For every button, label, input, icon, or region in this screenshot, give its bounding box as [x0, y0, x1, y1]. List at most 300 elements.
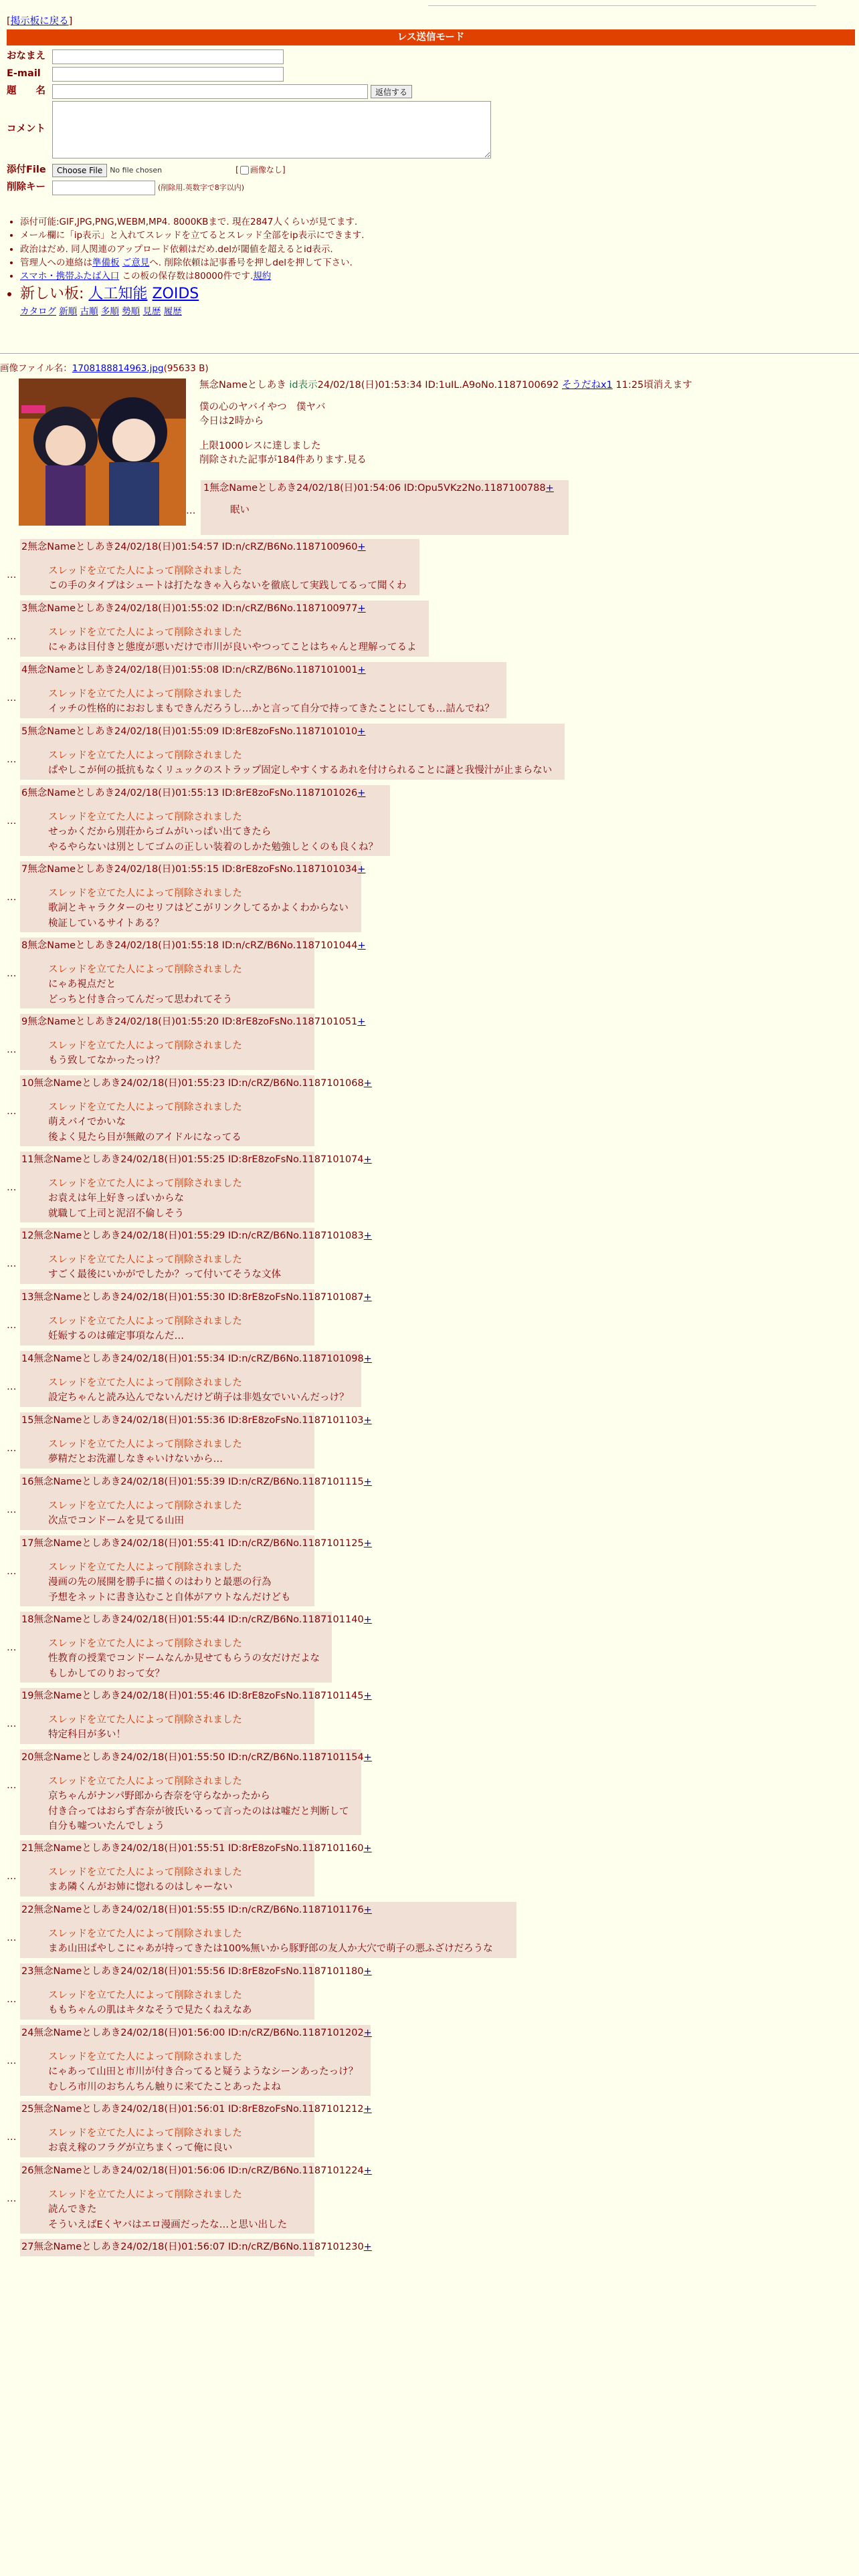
reply-header	[21, 725, 562, 739]
reply-meta: 無念Nameとしあき24/02/18(日)01:55:08 ID:n/cRZ/B6No.1187101001	[27, 665, 358, 675]
reply-line: そういえばEくヤバはエロ漫画だったな…と思い出した	[48, 2219, 288, 2230]
reply-meta: 無念Nameとしあき24/02/18(日)01:55:29 ID:n/cRZ/B6No.1187101083	[33, 1230, 364, 1241]
reply-body	[48, 564, 417, 594]
reply-line: 後よく見たら目が無敵のアイドルになってる	[48, 1132, 242, 1143]
reply-dots: …	[7, 2132, 17, 2143]
reply-number: 14	[21, 1354, 34, 1364]
reply-post	[7, 2163, 372, 2234]
comment-label: コメント	[7, 124, 45, 135]
reply-form	[7, 48, 491, 197]
reply-dots: …	[7, 1780, 17, 1791]
reply-header	[21, 1015, 366, 1029]
reply-plus-link[interactable]: +	[363, 1078, 372, 1089]
reply-body	[48, 810, 387, 855]
reply-line: 妊娠するのは確定事項なんだ…	[48, 1331, 184, 1342]
reply-line: 夢精だとお洗濯しなきゃいけないから…	[48, 1454, 223, 1465]
reply-line: ももちゃんの肌はキタなそうで見たくねえなあ	[48, 2005, 252, 2016]
reply-plus-link[interactable]: +	[545, 483, 554, 494]
reply-header	[21, 1842, 372, 1856]
reply-post	[7, 724, 565, 780]
reply-header	[21, 1414, 372, 1428]
reply-dots: …	[7, 1045, 17, 1055]
no-image-wrap: [ 画像なし]	[235, 165, 286, 175]
reply-number: 13	[21, 1292, 34, 1303]
anime-thumbnail-image	[19, 379, 186, 526]
reply-number: 8	[21, 940, 28, 951]
reply-post	[7, 1075, 372, 1146]
reply-body	[48, 1713, 312, 1743]
reply-number: 4	[21, 665, 28, 675]
no-file-text: No file chosen	[110, 166, 163, 175]
catalog-link[interactable]: カタログ	[20, 306, 56, 318]
op-name: 無念Nameとしあき	[199, 380, 286, 391]
reply-post	[7, 1840, 372, 1897]
reply-post	[7, 1749, 372, 1835]
reply-body	[48, 1314, 312, 1344]
reply-header	[21, 2026, 372, 2040]
reply-plus-link[interactable]: +	[357, 864, 366, 875]
reply-number: 16	[21, 1477, 34, 1487]
deleted-notice: スレッドを立てた人によって削除されました	[48, 1638, 242, 1650]
reply-post	[7, 938, 366, 1008]
reply-plus-link[interactable]: +	[363, 2165, 372, 2176]
reply-header	[21, 663, 504, 677]
reply-line: せっかくだから別荘からゴムがいっぱい出てきたら	[48, 827, 272, 838]
reply-post	[7, 785, 390, 856]
notice-item: • 添付可能:GIF,JPG,PNG,WEBM,MP4. 8000KBまで. 現在2847人くらいが見てます.	[20, 215, 364, 229]
choose-file-button[interactable]: Choose File	[52, 164, 107, 177]
reply-body	[48, 1988, 312, 2018]
reply-meta: 無念Nameとしあき24/02/18(日)01:55:30 ID:8rE8zoFsNo.1187101087	[33, 1292, 364, 1303]
reply-meta: 無念Nameとしあき24/02/18(日)01:55:51 ID:8rE8zoFsNo.1187101160	[33, 1843, 364, 1854]
new-board-zoids-link[interactable]: ZOIDS	[152, 286, 199, 303]
new-board-ai-link[interactable]: 人工知能	[88, 286, 148, 303]
reply-body	[48, 1774, 359, 1834]
reply-body	[48, 962, 312, 1007]
reply-line: にゃあって山田と市川が付き合ってると疑うようなシーンあったっけ？	[48, 2066, 359, 2078]
reply-body	[48, 748, 562, 778]
deleted-notice: スレッドを立てた人によって削除されました	[48, 1178, 242, 1190]
deleted-notice: スレッドを立てた人によって削除されました	[48, 1929, 242, 1940]
reply-dots: …	[7, 1933, 17, 1943]
reply-line: むしろ市川のおちんちん触りに来てたことあったよね	[48, 2081, 281, 2092]
reply-meta: 無念Nameとしあき24/02/18(日)01:56:07 ID:n/cRZ/B6No.1187101230	[33, 2242, 364, 2252]
reply-header	[21, 1077, 372, 1091]
reply-line: 京ちゃんがナンパ野郎から杏奈を守らなかったから	[48, 1791, 270, 1802]
notice-list	[20, 215, 364, 319]
reply-post	[7, 2101, 372, 2157]
reply-post	[7, 1963, 372, 2020]
reply-number: 9	[21, 1016, 28, 1027]
deleted-notice: スレッドを立てた人によって削除されました	[48, 1439, 242, 1451]
reply-meta: 無念Nameとしあき24/02/18(日)01:55:09 ID:8rE8zoFsNo.1187101010	[27, 726, 358, 737]
no-image-checkbox[interactable]	[240, 166, 249, 175]
deleted-notice: スレッドを立てた人によって削除されました	[48, 1776, 242, 1788]
reply-number: 23	[21, 1966, 34, 1977]
reply-plus-link[interactable]: +	[363, 1415, 372, 1426]
reply-header	[21, 2164, 372, 2178]
reply-meta: 無念Nameとしあき24/02/18(日)01:55:25 ID:8rE8zoFsNo.1187101074	[33, 1154, 364, 1165]
reply-line: お袁えは年上好きっぽいからな	[48, 1193, 184, 1204]
catalog-links	[20, 305, 364, 318]
deleted-notice: スレッドを立てた人によって削除されました	[48, 2128, 242, 2139]
reply-post	[7, 539, 419, 595]
reply-header	[21, 540, 417, 554]
reply-plus-link[interactable]: +	[357, 1016, 366, 1027]
name-input[interactable]	[52, 49, 284, 64]
reply-plus-link[interactable]: +	[363, 1843, 372, 1854]
reply-number: 20	[21, 1752, 34, 1763]
reply-dots: …	[7, 2193, 17, 2204]
reply-number: 11	[21, 1154, 34, 1165]
reply-line: 付き合ってはおらず杏奈が彼氏いるって言ったのはは嘘だと判断して	[48, 1806, 349, 1817]
op-body: 僕の心のヤバイやつ 僕ヤバ 今日は2時から 上限1000レスに達しました 削除された記事が184件あります.見る	[199, 402, 367, 466]
reply-number: 21	[21, 1843, 34, 1854]
reply-dots: …	[7, 631, 17, 642]
reply-plus-link[interactable]: +	[357, 665, 366, 675]
reply-line: やるやらないは別としてゴムの正しい装着のしかた勉強しとくのも良くね？	[48, 841, 378, 853]
reply-line: イッチの性格的におおしまもできんだろうし…かと言って自分で持ってきたことにしても…詰んでね？	[48, 704, 494, 715]
notice-item: • スマホ・携帯ふたば入口 この板の保存数は80000件です.規約	[20, 270, 364, 283]
no-image-label: 画像なし	[250, 165, 282, 175]
reply-line: もう致してなかったっけ？	[48, 1055, 165, 1067]
reply-dots: …	[7, 754, 17, 765]
file-label: 添付File	[7, 165, 46, 176]
reply-post	[7, 1612, 372, 1683]
op-id-label: id表示	[289, 380, 318, 391]
notice-item: • メール欄に「ip表示」と入れてスレッドを立てるとスレッド全部をip表示にできます.	[20, 229, 364, 242]
oldest-link[interactable]: 古順	[80, 306, 98, 318]
reply-header	[21, 1291, 372, 1305]
reply-body	[48, 1100, 312, 1145]
reply-header	[21, 2103, 372, 2117]
reply-number: 2	[21, 542, 28, 552]
reply-post-1	[186, 480, 569, 535]
deleted-notice: スレッドを立てた人によって削除されました	[48, 1378, 242, 1389]
reply-meta: 無念Nameとしあき24/02/18(日)01:56:00 ID:n/cRZ/B6No.1187101202	[33, 2028, 364, 2038]
reply-body	[48, 1437, 312, 1467]
notice-item: • 政治はだめ. 同人関連のアップロード依頼はだめ.delが閾値を超えるとid表示.	[20, 243, 364, 256]
deleted-notice: スレッドを立てた人によって削除されました	[48, 1867, 242, 1879]
reply-mode-banner: レス送信モード	[7, 29, 855, 45]
reply-line: 性教育の授業でコンドームなんか見せてもらうの女だけだよな	[48, 1653, 320, 1665]
reply-number: 5	[21, 726, 28, 737]
reply-post	[7, 1014, 366, 1070]
deleted-notice: スレッドを立てた人によって削除されました	[48, 2052, 242, 2063]
reply-meta: 無念Nameとしあき24/02/18(日)01:55:39 ID:n/cRZ/B6No.1187101115	[33, 1477, 364, 1487]
reply-meta: 無念Nameとしあき24/02/18(日)01:54:57 ID:n/cRZ/B6No.1187100960	[27, 542, 358, 552]
reply-body	[48, 1499, 312, 1529]
deleted-notice: スレッドを立てた人によって削除されました	[48, 964, 242, 976]
reply-plus-link[interactable]: +	[363, 1477, 372, 1487]
reply-line: 次点でコンドームを見てる山田	[48, 1515, 184, 1527]
reply-plus-link[interactable]: +	[363, 1538, 372, 1549]
reply-header	[21, 786, 387, 800]
reply-dots: …	[7, 1505, 17, 1515]
reply-header	[21, 1475, 372, 1489]
name-label: おなまえ	[7, 51, 45, 62]
reply-dots: …	[186, 506, 196, 516]
reply-dots: …	[7, 1182, 17, 1193]
reply-body	[48, 2187, 312, 2232]
reply-body	[48, 2050, 368, 2095]
reply-number: 6	[21, 788, 28, 798]
reply-post	[7, 662, 506, 718]
reply-post	[7, 1535, 372, 1606]
reply-dots: …	[7, 1320, 17, 1331]
reply-dots: …	[7, 1106, 17, 1117]
reply-line: 読んできた	[48, 2204, 97, 2216]
deleted-notice: スレッドを立てた人によって削除されました	[48, 1990, 242, 2002]
reply-line: 設定ちゃんと読み込んでないんだけど萌子は非処女でいいんだっけ？	[48, 1392, 349, 1404]
reply-number: 12	[21, 1230, 34, 1241]
thread-file-info: 画像ファイル名：1708188814963.jpg(95633 B)	[0, 363, 209, 374]
op-date: 24/02/18(日)01:53:34 ID:1uIL.A9oNo.1187100692	[317, 380, 559, 391]
deleted-notice: スレッドを立てた人によって削除されました	[48, 1102, 242, 1113]
deleted-notice: スレッドを立てた人によって削除されました	[48, 1041, 242, 1052]
reply-plus-link[interactable]: +	[357, 726, 366, 737]
reply-line: にゃあ視点だと	[48, 979, 116, 990]
deleted-notice: スレッドを立てた人によって削除されました	[48, 888, 242, 899]
reply-header	[21, 1689, 372, 1703]
deleted-notice: スレッドを立てた人によって削除されました	[48, 566, 242, 577]
reply-meta: 無念Nameとしあき24/02/18(日)01:56:06 ID:n/cRZ/B6No.1187101224	[33, 2165, 364, 2176]
reply-body	[48, 886, 359, 931]
deleted-notice: スレッドを立てた人によって削除されました	[48, 1501, 242, 1512]
history-link[interactable]: 履歴	[163, 306, 182, 318]
reply-line: この手のタイプはシュートは打たなきゃ入らないを徹底して実践してるって聞くわ	[48, 580, 407, 592]
reply-line: 就職して上司と泥沼不倫しそう	[48, 1208, 184, 1219]
deleted-notice: スレッドを立てた人によって削除されました	[48, 812, 242, 823]
subject-input[interactable]	[52, 84, 368, 99]
reply-number: 18	[21, 1614, 34, 1625]
reply-dots: …	[7, 892, 17, 903]
reply-post	[7, 1474, 372, 1530]
reply-meta: 無念Nameとしあき24/02/18(日)01:55:50 ID:n/cRZ/B6No.1187101154	[33, 1752, 364, 1763]
reply-post	[7, 1228, 372, 1284]
reply-line: 検証しているサイトある？	[48, 918, 164, 929]
submit-button[interactable]: 返信する	[371, 85, 412, 98]
reply-line: すごく最後にいかがでしたか？って付いてそうな文体	[48, 1269, 281, 1281]
many-link[interactable]: 多順	[100, 306, 119, 318]
delkey-label: 削除キー	[7, 182, 45, 193]
reply-dots: …	[7, 816, 17, 827]
mobile-link[interactable]: スマホ・携帯ふたば入口	[20, 271, 120, 282]
reply-number: 24	[21, 2028, 34, 2038]
subject-label: 題 名	[7, 86, 45, 97]
reply-meta: 無念Nameとしあき24/02/18(日)01:55:20 ID:8rE8zoFsNo.1187101051	[27, 1016, 358, 1027]
reply-header	[21, 1613, 372, 1627]
reply-body	[48, 1865, 312, 1895]
reply-dots: …	[7, 1994, 17, 2005]
opinion-link[interactable]: ご意見	[122, 257, 150, 268]
reply-meta: 無念Nameとしあき24/02/18(日)01:55:46 ID:8rE8zoFsNo.1187101145	[33, 1691, 364, 1701]
reply-number: 10	[21, 1078, 34, 1089]
reply-dots: …	[7, 1566, 17, 1577]
reply-plus-link[interactable]: +	[363, 1905, 372, 1915]
reply-number: 19	[21, 1691, 34, 1701]
reply-line: 自分も嘘ついたんでしょう	[48, 1821, 165, 1832]
reply-plus-link[interactable]: +	[363, 1966, 372, 1977]
reply-line: 特定科目が多い！	[48, 1729, 126, 1741]
reply-header	[21, 863, 366, 877]
seen-link[interactable]: 見歴	[142, 306, 161, 318]
reply-plus-link[interactable]: +	[363, 1354, 372, 1364]
reply-post	[7, 1152, 372, 1222]
reply-body	[48, 1176, 312, 1221]
reply-plus-link[interactable]: +	[357, 788, 366, 798]
newest-link[interactable]: 新順	[59, 306, 78, 318]
reply-line: まあ山田ぱやしこにゃあが持ってきたは100%無いから豚野郎の友人か大穴で萌子の悪ふざけだろうな	[48, 1943, 493, 1955]
reply-post	[7, 1412, 372, 1469]
reply-number: 15	[21, 1415, 34, 1426]
reply-body	[48, 625, 426, 655]
reply-meta: 無念Nameとしあき24/02/18(日)01:55:41 ID:n/cRZ/B6No.1187101125	[33, 1538, 364, 1549]
reply-post	[7, 601, 429, 657]
reply-body	[48, 1927, 514, 1957]
reply-plus-link[interactable]: +	[363, 1292, 372, 1303]
reply-meta: 無念Nameとしあき24/02/18(日)01:55:23 ID:n/cRZ/B6No.1187101068	[33, 1078, 364, 1089]
reply-header	[21, 1537, 372, 1551]
reply-plus-link[interactable]: +	[363, 1614, 372, 1625]
new-board-item: • 新しい板: 人工知能 ZOIDS	[20, 283, 364, 305]
reply-plus-link[interactable]: +	[363, 1154, 372, 1165]
reply-number: 22	[21, 1905, 34, 1915]
reply-meta: 無念Nameとしあき24/02/18(日)01:55:15 ID:8rE8zoFsNo.1187101034	[27, 864, 358, 875]
board-link[interactable]: 準備板	[92, 257, 120, 268]
reply-body: 眠い	[230, 505, 250, 516]
reply-plus-link[interactable]: +	[363, 2242, 372, 2252]
deleted-notice: スレッドを立てた人によって削除されました	[48, 627, 242, 639]
reply-post	[7, 1688, 372, 1744]
delkey-note: (削除用.英数字で8字以内)	[158, 183, 245, 193]
reply-line: 漫画の先の展開を勝手に描くのはわりと最悪の行為	[48, 1577, 272, 1588]
reply-dots: …	[7, 1871, 17, 1882]
reply-post	[7, 1289, 372, 1346]
reply-header	[21, 1903, 514, 1917]
reply-line: まあ隣くんがお姉に惚れるのはしゃーない	[48, 1882, 233, 1893]
reply-number: 7	[21, 864, 28, 875]
reply-post	[7, 861, 366, 932]
reply-body	[48, 1376, 359, 1406]
reply-post	[7, 1902, 516, 1958]
deleted-notice: スレッドを立てた人によって削除されました	[48, 689, 242, 700]
reply-number: 26	[21, 2165, 34, 2176]
reply-plus-link[interactable]: +	[357, 940, 366, 951]
reply-header	[21, 1965, 372, 1979]
deleted-notice: スレッドを立てた人によって削除されました	[48, 2189, 242, 2201]
back-to-board-link[interactable]: 掲示板に戻る	[10, 16, 69, 27]
reply-header	[21, 1153, 372, 1167]
deleted-notice: スレッドを立てた人によって削除されました	[48, 1715, 242, 1726]
rules-link[interactable]: 規約	[253, 271, 272, 282]
reply-line: お袁え稼のフラグが立ちまくって俺に良い	[48, 2143, 233, 2154]
reply-post	[7, 1351, 372, 1407]
reply-body	[48, 1636, 329, 1681]
reply-meta: 無念Nameとしあき24/02/18(日)01:55:02 ID:n/cRZ/B6No.1187100977	[27, 603, 358, 614]
email-input[interactable]	[52, 67, 284, 82]
reply-meta: 無念Nameとしあき24/02/18(日)01:55:56 ID:8rE8zoFsNo.1187101180	[33, 1966, 364, 1977]
reply-number: 3	[21, 603, 28, 614]
reply-body	[48, 1039, 312, 1069]
reply-line: 萌えバイでかいな	[48, 1117, 126, 1128]
reply-header: 1無念Nameとしあき24/02/18(日)01:54:06 ID:Opu5VKz2No.1187100788	[203, 483, 546, 494]
email-label: E-mail	[7, 68, 41, 80]
back-link-wrap: [掲示板に戻る]	[7, 16, 73, 27]
reply-body	[48, 1560, 312, 1605]
reply-dots: …	[7, 1642, 17, 1653]
deleted-notice: スレッドを立てた人によって削除されました	[48, 1316, 242, 1327]
deleted-notice: スレッドを立てた人によって削除されました	[48, 1562, 242, 1574]
top-divider	[428, 5, 816, 6]
reply-number: 17	[21, 1538, 34, 1549]
reply-dots: …	[7, 570, 17, 580]
op-header	[199, 379, 848, 393]
deleted-notice: スレッドを立てた人によって削除されました	[48, 750, 242, 762]
reply-header	[21, 1229, 372, 1243]
reply-line: 歌詞とキャラクターのセリフはどこがリンクしてるかよくわからない	[48, 903, 349, 914]
reply-meta: 無念Nameとしあき24/02/18(日)01:55:13 ID:8rE8zoFsNo.1187101026	[27, 788, 358, 798]
reply-plus-link[interactable]: +	[363, 2104, 372, 2115]
thread-file-link[interactable]: 1708188814963.jpg	[72, 363, 164, 374]
reply-plus-link[interactable]: +	[357, 542, 366, 552]
hot-link[interactable]: 勢順	[122, 306, 140, 318]
reply-plus-link[interactable]: +	[363, 2028, 372, 2038]
deleted-notice: スレッドを立てた人によって削除されました	[48, 1255, 242, 1266]
reply-meta: 無念Nameとしあき24/02/18(日)01:55:44 ID:n/cRZ/B6No.1187101140	[33, 1614, 364, 1625]
reply-post	[7, 2025, 372, 2096]
reply-number: 27	[21, 2242, 34, 2252]
reply-dots: …	[7, 1719, 17, 1729]
reply-line: もしかしてのりおって女？	[48, 1668, 165, 1679]
reply-header	[21, 939, 366, 953]
reply-header	[21, 602, 426, 616]
comment-textarea[interactable]	[52, 101, 491, 158]
thread-image[interactable]	[19, 379, 186, 526]
reply-dots: …	[7, 968, 17, 979]
reply-number: 25	[21, 2104, 34, 2115]
reply-header	[21, 2240, 372, 2254]
reply-dots: …	[7, 1443, 17, 1454]
reply-line: どっちと付き合ってんだって思われてそう	[48, 994, 233, 1005]
reply-post	[20, 2239, 372, 2256]
reply-meta: 無念Nameとしあき24/02/18(日)01:55:18 ID:n/cRZ/B6No.1187101044	[27, 940, 358, 951]
reply-dots: …	[7, 1259, 17, 1269]
reply-plus-link[interactable]: +	[357, 603, 366, 614]
reply-plus-link[interactable]: +	[363, 1230, 372, 1241]
reply-meta: 無念Nameとしあき24/02/18(日)01:55:34 ID:n/cRZ/B6No.1187101098	[33, 1354, 364, 1364]
reply-dots: …	[7, 1382, 17, 1392]
delkey-input[interactable]	[52, 181, 155, 195]
reply-dots: …	[7, 2056, 17, 2066]
reply-line: にゃあは目付きと態度が悪いだけで市川が良いやつってことはちゃんと理解ってるよ	[48, 642, 417, 653]
sodane-button[interactable]: そうだねx1	[561, 380, 613, 391]
reply-plus-link[interactable]: +	[363, 1752, 372, 1763]
reply-meta: 無念Nameとしあき24/02/18(日)01:55:36 ID:8rE8zoFsNo.1187101103	[33, 1415, 364, 1426]
reply-dots: …	[7, 693, 17, 704]
op-expire: 11:25頃消えます	[615, 380, 692, 391]
notice-item: • 管理人への連絡は準備板 ご意見へ. 削除依頼は記事番号を押しdelを押して下さい.	[20, 256, 364, 270]
reply-header	[21, 1751, 372, 1765]
reply-body	[48, 2126, 312, 2156]
reply-meta: 無念Nameとしあき24/02/18(日)01:56:01 ID:8rE8zoFsNo.1187101212	[33, 2104, 364, 2115]
reply-line: ぱやしこが何の抵抗もなくリュックのストラップ固定しやすくするあれを付けられることに謎と我慢汁が止まらない	[48, 765, 553, 776]
reply-body	[48, 1253, 312, 1283]
reply-plus-link[interactable]: +	[363, 1691, 372, 1701]
reply-header	[21, 1352, 372, 1366]
reply-line: 予想をネットに書き込むこと自体がアウトなんだけども	[48, 1592, 291, 1603]
op-post	[199, 379, 848, 467]
